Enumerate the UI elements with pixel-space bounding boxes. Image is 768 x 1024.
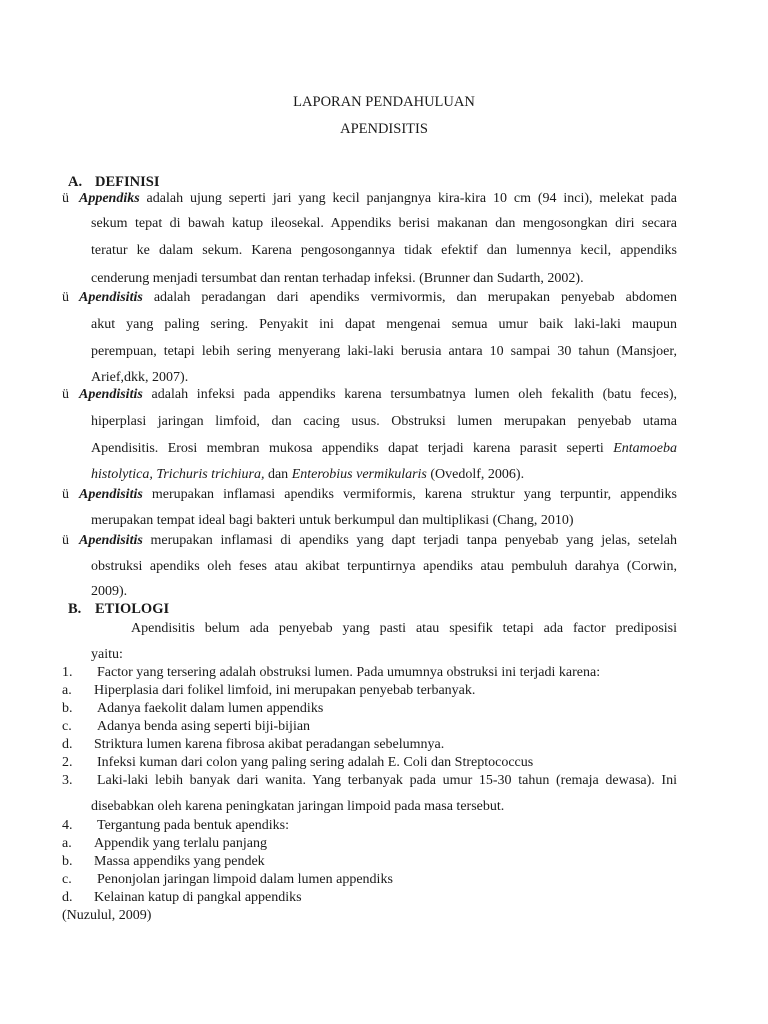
list-item: Factor yang tersering adalah obstruksi lumen. Pada umumnya obstruksi ini terjadi karena: — [97, 665, 601, 680]
list-marker: c. — [62, 719, 72, 734]
list-item: Penonjolan jaringan limpoid dalam lumen appendiks — [97, 872, 393, 887]
definisi-item-1-line-1 — [79, 191, 677, 207]
definisi-item-1-line-4: cenderung menjadi tersumbat dan rentan terhadap infeksi. (Brunner dan Sudarth, 2002). — [91, 271, 584, 286]
definisi-item-2-line-1 — [79, 290, 677, 306]
list-marker: d. — [62, 890, 73, 905]
list-item: Massa appendiks yang pendek — [94, 854, 265, 869]
citation: (Nuzulul, 2009) — [62, 908, 152, 923]
list-item: Kelainan katup di pangkal appendiks — [94, 890, 302, 905]
definisi-item-5-line-3: 2009). — [91, 584, 128, 599]
definisi-text: Apendisitis. Erosi membran mukosa appendiks dapat terjadi karena parasit seperti — [91, 441, 614, 456]
definisi-term: Apendisitis — [79, 533, 143, 548]
species-name: histolytica, Trichuris trichiura, — [91, 467, 265, 482]
list-item: Appendik yang terlalu panjang — [94, 836, 268, 851]
definisi-term: Apendisitis — [79, 487, 143, 502]
definisi-text: adalah ujung seperti jari yang kecil panjangnya kira-kira 10 cm (94 inci), melekat pada — [139, 191, 677, 206]
definisi-text: merupakan inflamasi apendiks vermiformis, karena struktur yang terpuntir, appendiks — [142, 487, 677, 502]
definisi-item-5-line-2: obstruksi apendiks oleh feses atau akibat terpuntirnya apendiks atau pembuluh darahya (Corwin, — [91, 559, 677, 574]
section-a-heading: DEFINISI — [95, 174, 160, 190]
definisi-citation: (Ovedolf, 2006). — [426, 467, 525, 482]
definisi-item-3-line-4 — [91, 467, 524, 483]
list-marker: b. — [62, 854, 73, 869]
section-b-heading: ETIOLOGI — [95, 601, 170, 617]
bullet-icon: ü — [62, 487, 69, 502]
etiologi-intro-line-1: Apendisitis belum ada penyebab yang pasti atau spesifik tetapi ada factor prediposisi — [131, 621, 677, 636]
list-item: Adanya benda asing seperti biji-bijian — [97, 719, 311, 734]
document-title: LAPORAN PENDAHULUAN — [293, 94, 475, 110]
definisi-text: merupakan inflamasi di apendiks yang dapt terjadi tanpa penyebab yang jelas, setelah — [142, 533, 677, 548]
list-item: Laki-laki lebih banyak dari wanita. Yang terbanyak pada umur 15-30 tahun (remaja dewasa). Ini — [97, 773, 677, 788]
bullet-icon: ü — [62, 290, 69, 305]
list-item: Tergantung pada bentuk apendiks: — [97, 818, 289, 833]
list-marker: 3. — [62, 773, 73, 788]
etiologi-intro-line-2: yaitu: — [91, 647, 123, 662]
definisi-term: Apendisitis — [79, 290, 143, 305]
bullet-icon: ü — [62, 387, 69, 402]
list-marker: 2. — [62, 755, 73, 770]
definisi-item-2-line-4: Arief,dkk, 2007). — [91, 370, 189, 385]
list-marker: a. — [62, 836, 72, 851]
list-item: Striktura lumen karena fibrosa akibat peradangan sebelumnya. — [94, 737, 445, 752]
list-item-continuation: disebabkan oleh karena peningkatan jaringan limpoid pada masa tersebut. — [91, 799, 505, 814]
list-item: Adanya faekolit dalam lumen appendiks — [97, 701, 324, 716]
definisi-term: Appendiks — [79, 191, 140, 206]
species-name: Entamoeba — [613, 441, 677, 456]
list-marker: c. — [62, 872, 72, 887]
definisi-item-3-line-3 — [91, 441, 677, 457]
definisi-item-2-line-3: perempuan, tetapi lebih sering menyerang laki-laki berusia antara 10 sampai 30 tahun (Mansjoer, — [91, 344, 677, 359]
bullet-icon: ü — [62, 533, 69, 548]
definisi-item-4-line-1 — [79, 487, 677, 503]
list-marker: d. — [62, 737, 73, 752]
species-name: Enterobius vermikularis — [291, 467, 427, 482]
definisi-term: Apendisitis — [79, 387, 143, 402]
definisi-item-1-line-2: sekum tepat di bawah katup ileosekal. Appendiks berisi makanan dan mengosongkan diri secara — [91, 216, 677, 231]
definisi-item-3-line-2: hiperplasi jaringan limfoid, dan cacing usus. Obstruksi lumen merupakan penyebab utama — [91, 414, 677, 429]
definisi-item-2-line-2: akut yang paling sering. Penyakit ini dapat mengenai semua umur baik laki-laki maupun — [91, 317, 677, 332]
list-item: Infeksi kuman dari colon yang paling sering adalah E. Coli dan Streptococcus — [97, 755, 534, 770]
section-a-marker: A. — [68, 174, 83, 190]
definisi-item-3-line-1 — [79, 387, 677, 403]
list-marker: 1. — [62, 665, 73, 680]
definisi-text: adalah infeksi pada appendiks karena tersumbatnya lumen oleh fekalith (batu feces), — [142, 387, 677, 402]
section-b-marker: B. — [68, 601, 82, 617]
definisi-item-5-line-1 — [79, 533, 677, 549]
definisi-text: dan — [264, 467, 292, 482]
list-marker: a. — [62, 683, 72, 698]
definisi-item-4-line-2: merupakan tempat ideal bagi bakteri untuk berkumpul dan multiplikasi (Chang, 2010) — [91, 513, 574, 528]
definisi-item-1-line-3: teratur ke dalam sekum. Karena pengosongannya tidak efektif dan lumennya kecil, appendiks — [91, 243, 677, 258]
list-item: Hiperplasia dari folikel limfoid, ini merupakan penyebab terbanyak. — [94, 683, 476, 698]
definisi-text: adalah peradangan dari apendiks vermivormis, dan merupakan penyebab abdomen — [142, 290, 677, 305]
list-marker: b. — [62, 701, 73, 716]
document-subtitle: APENDISITIS — [340, 121, 428, 137]
list-marker: 4. — [62, 818, 73, 833]
bullet-icon: ü — [62, 191, 69, 206]
